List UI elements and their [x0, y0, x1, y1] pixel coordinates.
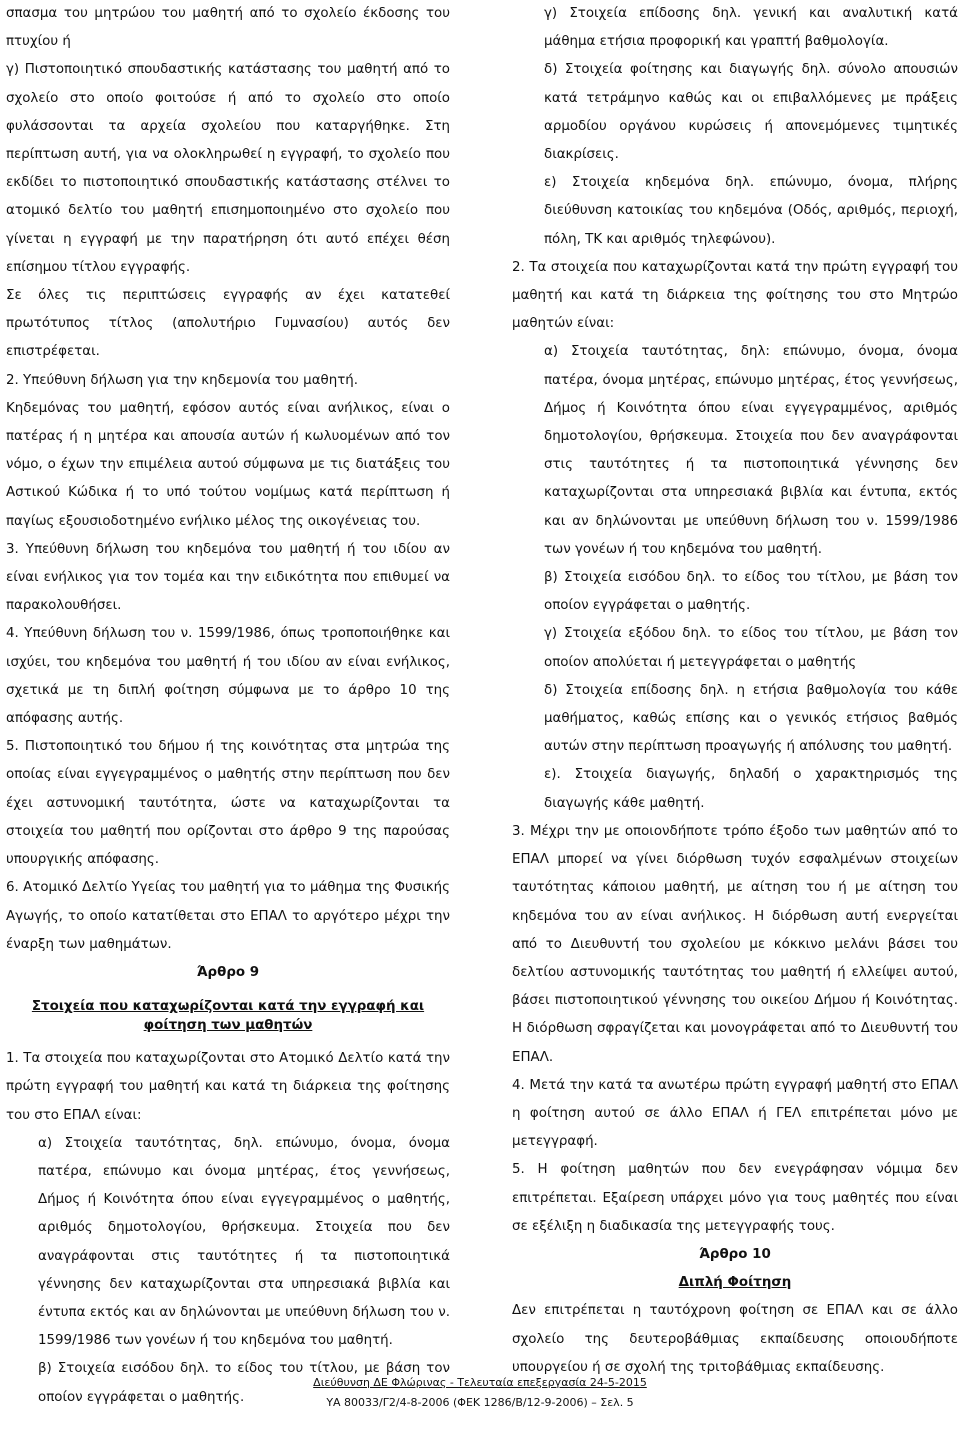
left-column	[6, 0, 450, 1412]
paragraph: 5. Η φοίτηση μαθητών που δεν ενεγράφησαν νόμιμα δεν επιτρέπεται. Εξαίρεση υπάρχει μόνο για τους μαθητές που είναι σε εξέλιξη η διαδικασία της μετεγγραφής τους.	[512, 1162, 958, 1234]
right-column	[512, 0, 958, 1382]
article-heading: Διπλή Φοίτηση	[678, 1275, 792, 1291]
paragraph: 6. Ατομικό Δελτίο Υγείας του μαθητή για το μάθημα της Φυσικής Αγωγής, το οποίο κατατίθεται στο ΕΠΑΛ το αργότερο μέχρι την έναρξη των μαθημάτων.	[6, 880, 450, 952]
article-heading: Άρθρο 9	[196, 964, 260, 980]
paragraph: β) Στοιχεία εισόδου δηλ. το είδος του τίτλου, με βάση τον οποίον εγγράφεται ο μαθητής.	[38, 1361, 450, 1405]
page-footer	[0, 1373, 960, 1413]
paragraph: δ) Στοιχεία επίδοσης δηλ. η ετήσια βαθμολογία του κάθε μαθήματος, καθώς επίσης και ο γενικός ετήσιος βαθμός αυτών στην περίπτωση προαγωγής ή απόλυσης του μαθητή.	[544, 682, 958, 755]
paragraph: 2. Υπεύθυνη δήλωση για την κηδεμονία του μαθητή.	[6, 372, 359, 388]
paragraph: α) Στοιχεία ταυτότητας, δηλ: επώνυμο, όνομα, όνομα πατέρα, όνομα μητέρας, επώνυμο μητέρας, έτος γεννήσεως, Δήμος ή Κοινότητα όπου είναι εγγεγραμμένος, αριθμός δημοτολογίου, θρήσκευμα. Στοιχεία που δεν αναγράφονται στις ταυτότητες ή τα πιστοποιητικά γέννησης δεν καταχωρίζονται στα υπηρεσιακά βιβλία και έντυπα, εκτός και αν δηλώνονται με υπεύθυνη δήλωση του ν. 1599/1986 των γονέων ή του κηδεμόνα του μαθητή.	[544, 344, 958, 557]
paragraph: ε). Στοιχεία διαγωγής, δηλαδή ο χαρακτηρισμός της διαγωγής κάθε μαθητή.	[544, 767, 958, 811]
paragraph: ε) Στοιχεία κηδεμόνα δηλ. επώνυμο, όνομα, πλήρης διεύθυνση κατοικίας του κηδεμόνα (Οδός, αριθμός, περιοχή, πόλη, ΤΚ και αριθμός τηλεφώνου).	[544, 175, 958, 247]
paragraph: δ) Στοιχεία φοίτησης και διαγωγής δηλ. σύνολο απουσιών κατά τετράμηνο καθώς και οι επιβαλλόμενες με πράξεις αρμοδίου οργάνου κυρώσεις ή απονεμόμενες τιμητικές διακρίσεις.	[544, 62, 958, 163]
paragraph: 2. Τα στοιχεία που καταχωρίζονται κατά την πρώτη εγγραφή του μαθητή και κατά τη διάρκεια της φοίτησης του στο Μητρώο μαθητών είναι:	[512, 259, 958, 332]
paragraph: γ) Στοιχεία επίδοσης δηλ. γενική και αναλυτική κατά μάθημα ετήσια προφορική και γραπτή βαθμολογία.	[544, 6, 958, 50]
paragraph: 3. Μέχρι την με οποιονδήποτε τρόπο έξοδο των μαθητών από το ΕΠΑΛ μπορεί να γίνει διόρθωση τυχόν εσφαλμένων στοιχείων ταυτότητας κάποιου μαθητή, με αίτηση του ή με αίτηση του κηδεμόνα του αν είναι ανήλικος. Η διόρθωση αυτή ενεργείται από το Διευθυντή του σχολείου με κόκκινο μελάνι βάσει του δελτίου αστυνομικής ταυτότητας του μαθητή ή ελλείψει αυτού, βάσει πιστοποιητικού γέννησης του οικείου Δήμου ή Κοινότητας. Η διόρθωση σφραγίζεται και μονογράφεται από το Διευθυντή του ΕΠΑΛ.	[512, 823, 958, 1065]
footer-source-line: Διεύθυνση ΔΕ Φλώρινας - Τελευταία επεξεργασία 24-5-2015	[313, 1376, 647, 1389]
article-heading: Άρθρο 10	[699, 1246, 771, 1262]
paragraph: 1. Τα στοιχεία που καταχωρίζονται στο Ατομικό Δελτίο κατά την πρώτη εγγραφή του μαθητή και κατά τη διάρκεια της φοίτησης του στο ΕΠΑΛ είναι:	[6, 1051, 450, 1123]
paragraph: γ) Στοιχεία εξόδου δηλ. το είδος του τίτλου, με βάση τον οποίον απολύεται ή μετεγγράφεται ο μαθητής	[544, 626, 958, 670]
paragraph: Δεν επιτρέπεται η ταυτόχρονη φοίτηση σε ΕΠΑΛ και σε άλλο σχολείο της δευτεροβάθμιας εκπαίδευσης οποιουδήποτε υπουργείου ή σε σχολή της τριτοβάθμιας εκπαίδευσης.	[512, 1303, 958, 1375]
paragraph: α) Στοιχεία ταυτότητας, δηλ. επώνυμο, όνομα, όνομα πατέρα, επώνυμο και όνομα μητέρας, έτος γεννήσεως, Δήμος ή Κοινότητα όπου είναι εγγεγραμμένος ο μαθητής, αριθμός δημοτολογίου, θρήσκευμα. Στοιχεία που δεν αναγράφονται στις ταυτότητες ή τα πιστοποιητικά γέννησης δεν καταχωρίζονται στα υπηρεσιακά βιβλία και έντυπα εκτός και αν δηλώνονται με υπεύθυνη δήλωση του ν. 1599/1986 των γονέων ή του κηδεμόνα του μαθητή.	[38, 1135, 450, 1349]
paragraph: β) Στοιχεία εισόδου δηλ. το είδος του τίτλου, με βάση τον οποίον εγγράφεται ο μαθητής.	[544, 570, 958, 614]
paragraph: σπασμα του μητρώου του μαθητή από το σχολείο έκδοσης του πτυχίου ή	[6, 6, 450, 50]
footer-reference-line: ΥΑ 80033/Γ2/4-8-2006 (ΦΕΚ 1286/Β/12-9-2006) – Σελ. 5	[326, 1396, 634, 1409]
paragraph: 5. Πιστοποιητικό του δήμου ή της κοινότητας στα μητρώα της οποίας είναι εγγεγραμμένος ο μαθητής στην περίπτωση που δεν έχει αστυνομική ταυτότητα, ώστε να καταχωρίζονται τα στοιχεία του μαθητή που ορίζονται στο άρθρο 9 της παρούσας υπουργικής απόφασης.	[6, 739, 450, 868]
paragraph: 4. Μετά την κατά τα ανωτέρω πρώτη εγγραφή μαθητή στο ΕΠΑΛ η φοίτηση αυτού σε άλλο ΕΠΑΛ ή ΓΕΛ επιτρέπεται μόνο με μετεγγραφή.	[512, 1077, 958, 1150]
paragraph: γ) Πιστοποιητικό σπουδαστικής κατάστασης του μαθητή από το σχολείο στο οποίο φοιτούσε ή από το σχολείο στο οποίο φυλάσσονται τα αρχεία σχολείου που καταργήθηκε. Στη περίπτωση αυτή, για να ολοκληρωθεί η εγγραφή, το σχολείο που εκδίδει το πιστοποιητικό σπουδαστικής κατάστασης στέλνει το ατομικό δελτίο του μαθητή επισημοποιημένο στο σχολείο που γίνεται η εγγραφή με την παρατήρηση ότι αυτό επέχει θέση επίσημου τίτλου εγγραφής.	[6, 62, 450, 275]
paragraph: Σε όλες τις περιπτώσεις εγγραφής αν έχει κατατεθεί πρωτότυπος τίτλος (απολυτήριο Γυμνασίου) αυτός δεν επιστρέφεται.	[6, 288, 450, 360]
paragraph: Κηδεμόνας του μαθητή, εφόσον αυτός είναι ανήλικος, είναι ο πατέρας ή η μητέρα και απουσία αυτών ή κωλυομένων από τον νόμο, ο έχων την επιμέλεια αυτού σύμφωνα με τις διατάξεις του Αστικού Κώδικα ή το υπό τούτου νομίμως κατά περίπτωση ή παγίως εξουσιοδοτημένο ενήλικο μέλος της οικογένειας του.	[6, 400, 450, 529]
section-title: Στοιχεία που καταχωρίζονται κατά την εγγραφή και φοίτηση των μαθητών	[31, 999, 425, 1034]
paragraph: 4. Υπεύθυνη δήλωση του ν. 1599/1986, όπως τροποποιήθηκε και ισχύει, του κηδεμόνα του μαθητή ή του ιδίου αν είναι ενήλικος, σχετικά με τη διπλή φοίτηση σύμφωνα με το άρθρο 10 της απόφασης αυτής.	[6, 626, 450, 727]
paragraph: 3. Υπεύθυνη δήλωση του κηδεμόνα του μαθητή ή του ιδίου αν είναι ενήλικος για τον τομέα και την ειδικότητα που επιθυμεί να παρακολουθήσει.	[6, 541, 450, 614]
